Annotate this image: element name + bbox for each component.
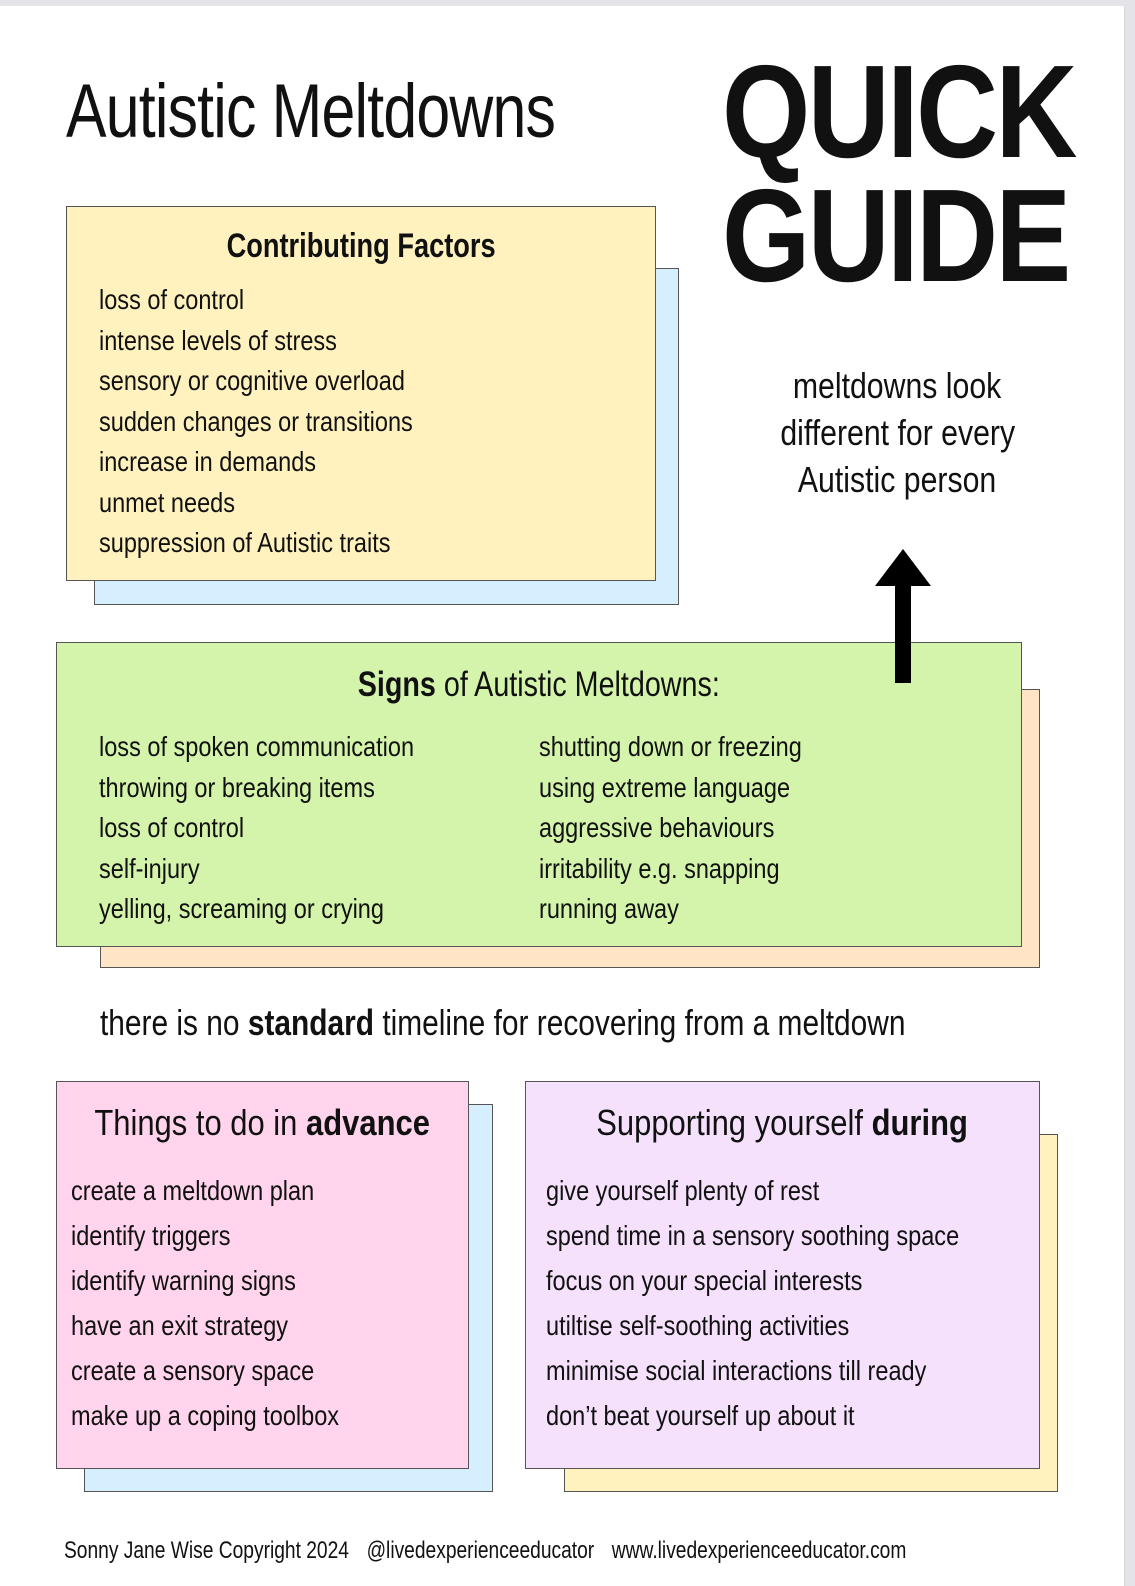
list-item xyxy=(99,889,474,930)
list-item-text: using extreme language xyxy=(539,771,791,803)
list-item-text: identify warning signs xyxy=(71,1265,296,1296)
footer-social-handle-link[interactable]: @livedexperienceeducator xyxy=(366,1537,595,1564)
footer-website-link[interactable]: www.livedexperienceeducator.com xyxy=(611,1537,907,1564)
signs-title-rest: of Autistic Meltdowns: xyxy=(436,665,721,704)
recovery-timeline-statement xyxy=(100,1002,1070,1044)
contributing-factors-card xyxy=(66,206,656,581)
page-title xyxy=(66,68,677,155)
side-note xyxy=(745,362,1050,503)
guide-page xyxy=(0,6,1124,1586)
list-item xyxy=(539,808,852,849)
list-item-text: minimise social interactions till ready xyxy=(546,1355,927,1386)
list-item xyxy=(99,523,473,564)
advance-title-plain: Things to do in xyxy=(94,1102,307,1143)
list-item xyxy=(99,483,473,524)
timeline-text-bold: standard xyxy=(247,1002,375,1043)
list-item xyxy=(539,727,852,768)
list-item xyxy=(539,889,852,930)
list-item xyxy=(546,1168,1038,1213)
timeline-text-before: there is no xyxy=(100,1002,248,1043)
side-note-line: meltdowns look xyxy=(793,365,1002,406)
list-item-text: unmet needs xyxy=(99,486,235,518)
list-item-text: yelling, screaming or crying xyxy=(99,893,384,924)
page-title-text: Autistic Meltdowns xyxy=(66,69,556,154)
advance-title xyxy=(57,1102,468,1144)
list-item xyxy=(71,1393,390,1438)
list-item-text: aggressive behaviours xyxy=(539,812,775,843)
list-item-text: have an exit strategy xyxy=(71,1310,289,1341)
list-item-text: increase in demands xyxy=(99,446,317,477)
list-item-text: create a sensory space xyxy=(71,1355,315,1386)
list-item-text: loss of control xyxy=(99,812,245,843)
signs-title-bold: Signs xyxy=(357,665,437,704)
list-item-text: loss of control xyxy=(99,284,245,315)
side-note-line: Autistic person xyxy=(798,459,997,500)
list-item-text: running away xyxy=(539,893,679,924)
list-item xyxy=(99,280,473,321)
list-item xyxy=(539,768,852,809)
during-title-bold: during xyxy=(872,1102,969,1143)
list-item xyxy=(71,1213,390,1258)
quick-guide-line1: QUICK xyxy=(722,38,1075,185)
list-item-text: make up a coping toolbox xyxy=(71,1400,340,1431)
contributing-factors-list xyxy=(99,280,473,564)
list-item xyxy=(546,1258,1038,1303)
list-item-text: sudden changes or transitions xyxy=(99,405,413,437)
list-item-text: spend time in a sensory soothing space xyxy=(546,1220,960,1251)
list-item xyxy=(539,849,852,890)
list-item-text: don’t beat yourself up about it xyxy=(546,1400,855,1431)
list-item-text: sensory or cognitive overload xyxy=(99,365,405,396)
arrow-up-icon xyxy=(873,549,933,683)
list-item-text: loss of spoken communication xyxy=(99,731,415,762)
list-item-text: self-injury xyxy=(99,852,200,884)
list-item xyxy=(99,727,474,768)
list-item xyxy=(99,849,474,890)
list-item-text: identify triggers xyxy=(71,1220,231,1251)
list-item-text: utiltise self-soothing activities xyxy=(546,1310,850,1341)
list-item-text: focus on your special interests xyxy=(546,1265,863,1296)
signs-card xyxy=(56,642,1022,947)
list-item xyxy=(71,1348,390,1393)
list-item xyxy=(99,768,474,809)
list-item-text: shutting down or freezing xyxy=(539,731,802,762)
advance-title-bold: advance xyxy=(306,1102,431,1143)
list-item xyxy=(546,1393,1038,1438)
during-title xyxy=(526,1102,1039,1144)
advance-list xyxy=(71,1168,390,1438)
list-item xyxy=(71,1258,390,1303)
footer xyxy=(64,1537,1117,1565)
list-item-text: intense levels of stress xyxy=(99,324,337,356)
side-note-line: different for every xyxy=(780,412,1015,453)
list-item-text: give yourself plenty of rest xyxy=(546,1175,820,1206)
list-item xyxy=(99,321,473,362)
advance-card xyxy=(56,1081,469,1469)
list-item xyxy=(71,1303,390,1348)
list-item xyxy=(71,1168,390,1213)
list-item-text: throwing or breaking items xyxy=(99,771,375,803)
list-item-text: create a meltdown plan xyxy=(71,1175,315,1206)
quick-guide-heading xyxy=(722,38,1132,309)
list-item-text: irritability e.g. snapping xyxy=(539,852,780,884)
list-item xyxy=(99,402,473,443)
quick-guide-line2: GUIDE xyxy=(722,162,1069,309)
footer-copyright: Sonny Jane Wise Copyright 2024 xyxy=(64,1537,349,1564)
list-item xyxy=(99,361,473,402)
contributing-factors-title-text: Contributing Factors xyxy=(226,227,496,265)
during-title-plain: Supporting yourself xyxy=(596,1102,873,1143)
list-item xyxy=(99,442,473,483)
during-card xyxy=(525,1081,1040,1469)
signs-list-column-2 xyxy=(539,727,852,930)
during-list xyxy=(546,1168,1038,1438)
signs-list-column-1 xyxy=(99,727,474,930)
timeline-text-after: timeline for recovering from a meltdown xyxy=(374,1002,906,1043)
contributing-factors-title xyxy=(67,227,655,266)
list-item xyxy=(99,808,474,849)
list-item-text: suppression of Autistic traits xyxy=(99,527,391,558)
list-item xyxy=(546,1213,1038,1258)
list-item xyxy=(546,1303,1038,1348)
list-item xyxy=(546,1348,1038,1393)
